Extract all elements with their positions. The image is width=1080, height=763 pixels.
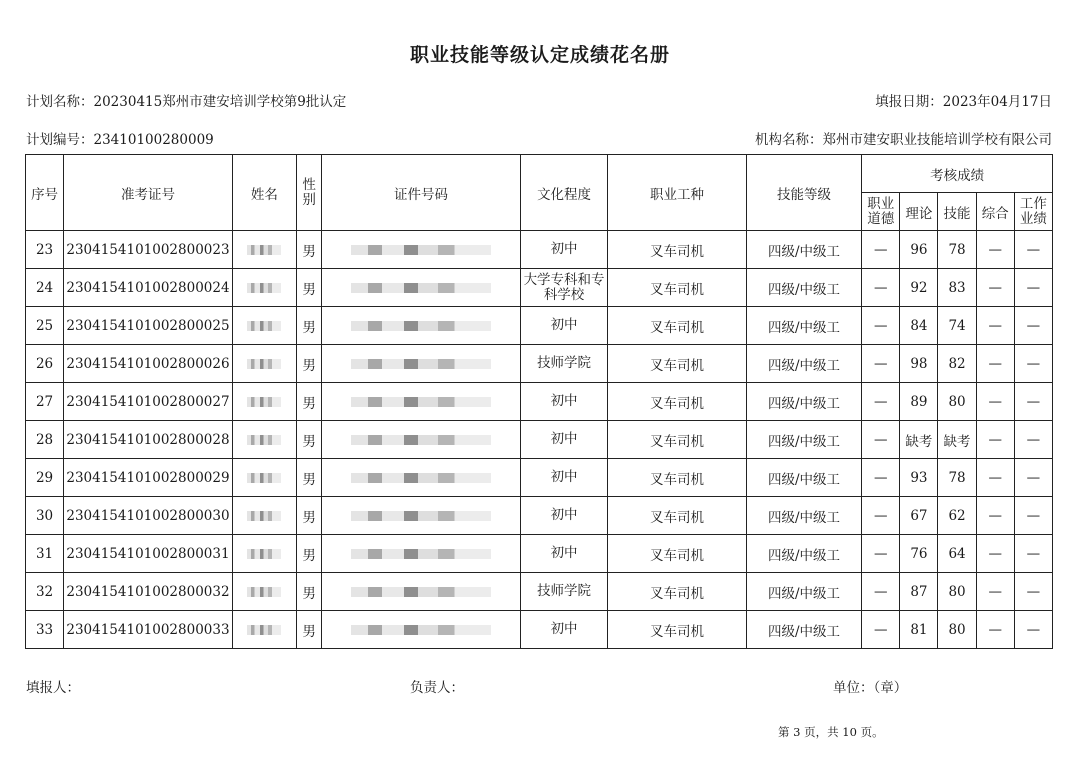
cell-work: — [1014,573,1052,611]
cell-occupation: 叉车司机 [608,231,747,269]
redacted-name [232,307,296,345]
cell-theory: 67 [900,497,938,535]
cell-gender: 男 [297,383,322,421]
cell-occupation: 叉车司机 [608,307,747,345]
redaction-blur [247,587,281,597]
redacted-id-number [322,231,521,269]
redacted-id-number [322,383,521,421]
cell-ethics: — [862,573,900,611]
cell-work: — [1014,497,1052,535]
table-row [26,421,1053,459]
cell-exam-no: 2304154101002800029 [64,459,233,497]
table-row [26,307,1053,345]
cell-education: 初中 [520,497,607,535]
cell-exam-no: 2304154101002800033 [64,611,233,649]
cell-work: — [1014,345,1052,383]
redacted-id-number [322,573,521,611]
cell-exam-no: 2304154101002800028 [64,421,233,459]
redacted-name [232,611,296,649]
redaction-blur [247,625,281,635]
cell-gender: 男 [297,231,322,269]
cell-exam-no: 2304154101002800024 [64,269,233,307]
cell-skill: 80 [938,573,976,611]
cell-theory: 87 [900,573,938,611]
cell-overall: — [976,307,1014,345]
cell-occupation: 叉车司机 [608,535,747,573]
cell-occupation: 叉车司机 [608,497,747,535]
cell-theory: 92 [900,269,938,307]
cell-level: 四级/中级工 [746,535,861,573]
cell-seq: 28 [26,421,64,459]
redaction-blur [247,473,281,483]
header-education: 文化程度 [520,155,607,231]
redaction-blur [351,321,491,331]
cell-level: 四级/中级工 [746,421,861,459]
cell-level: 四级/中级工 [746,383,861,421]
cell-level: 四级/中级工 [746,459,861,497]
cell-work: — [1014,459,1052,497]
plan-name: 计划名称：20230415郑州市建安培训学校第9批认定 [26,94,347,110]
header-overall: 综合 [976,193,1014,231]
cell-overall: — [976,269,1014,307]
cell-exam-no: 2304154101002800025 [64,307,233,345]
redacted-name [232,269,296,307]
cell-skill: 82 [938,345,976,383]
cell-ethics: — [862,307,900,345]
cell-ethics: — [862,611,900,649]
cell-seq: 29 [26,459,64,497]
cell-occupation: 叉车司机 [608,573,747,611]
cell-gender: 男 [297,611,322,649]
cell-seq: 32 [26,573,64,611]
redaction-blur [247,549,281,559]
cell-gender: 男 [297,535,322,573]
redacted-id-number [322,269,521,307]
redaction-blur [351,283,491,293]
table-row [26,231,1053,269]
cell-occupation: 叉车司机 [608,269,747,307]
redaction-blur [351,473,491,483]
cell-skill: 62 [938,497,976,535]
redacted-name [232,573,296,611]
cell-exam-no: 2304154101002800023 [64,231,233,269]
cell-gender: 男 [297,421,322,459]
cell-skill: 80 [938,611,976,649]
organization-name: 机构名称：郑州市建安职业技能培训学校有限公司 [755,132,1052,148]
cell-ethics: — [862,383,900,421]
cell-overall: — [976,459,1014,497]
table-row [26,535,1053,573]
table-row [26,573,1053,611]
redaction-blur [351,359,491,369]
cell-gender: 男 [297,345,322,383]
redaction-blur [247,245,281,255]
redacted-id-number [322,307,521,345]
cell-work: — [1014,535,1052,573]
cell-theory: 96 [900,231,938,269]
cell-skill: 83 [938,269,976,307]
table-row [26,611,1053,649]
redaction-blur [247,283,281,293]
redacted-name [232,421,296,459]
cell-education: 初中 [520,421,607,459]
redacted-id-number [322,497,521,535]
redaction-blur [247,321,281,331]
redacted-name [232,345,296,383]
cell-occupation: 叉车司机 [608,611,747,649]
cell-seq: 26 [26,345,64,383]
table-row [26,383,1053,421]
cell-overall: — [976,611,1014,649]
redacted-id-number [322,345,521,383]
responsible-label: 负责人： [410,680,464,696]
cell-skill: 缺考 [938,421,976,459]
cell-theory: 76 [900,535,938,573]
cell-seq: 31 [26,535,64,573]
cell-occupation: 叉车司机 [608,345,747,383]
cell-work: — [1014,269,1052,307]
header-name: 姓名 [232,155,296,231]
cell-seq: 27 [26,383,64,421]
redaction-blur [247,397,281,407]
cell-theory: 93 [900,459,938,497]
cell-work: — [1014,231,1052,269]
table-row [26,497,1053,535]
header-gender: 性别 [297,155,322,231]
redaction-blur [351,435,491,445]
cell-skill: 78 [938,459,976,497]
cell-overall: — [976,421,1014,459]
cell-ethics: — [862,231,900,269]
redacted-id-number [322,421,521,459]
cell-ethics: — [862,269,900,307]
redaction-blur [351,245,491,255]
cell-education: 初中 [520,231,607,269]
cell-skill: 74 [938,307,976,345]
cell-gender: 男 [297,573,322,611]
header-exam-no: 准考证号 [64,155,233,231]
cell-seq: 25 [26,307,64,345]
cell-work: — [1014,307,1052,345]
cell-level: 四级/中级工 [746,307,861,345]
header-occupation: 职业工种 [608,155,747,231]
cell-education: 大学专科和专科学校 [520,269,607,307]
cell-skill: 64 [938,535,976,573]
cell-exam-no: 2304154101002800031 [64,535,233,573]
cell-level: 四级/中级工 [746,497,861,535]
redacted-name [232,383,296,421]
cell-overall: — [976,231,1014,269]
redacted-name [232,231,296,269]
cell-ethics: — [862,421,900,459]
cell-gender: 男 [297,497,322,535]
cell-work: — [1014,383,1052,421]
cell-exam-no: 2304154101002800026 [64,345,233,383]
redacted-name [232,497,296,535]
cell-education: 初中 [520,459,607,497]
cell-seq: 23 [26,231,64,269]
cell-education: 初中 [520,611,607,649]
cell-occupation: 叉车司机 [608,421,747,459]
table-row [26,459,1053,497]
cell-theory: 81 [900,611,938,649]
cell-seq: 30 [26,497,64,535]
cell-exam-no: 2304154101002800027 [64,383,233,421]
header-work: 工作业绩 [1014,193,1052,231]
cell-skill: 80 [938,383,976,421]
cell-work: — [1014,611,1052,649]
cell-education: 技师学院 [520,345,607,383]
cell-education: 初中 [520,307,607,345]
cell-work: — [1014,421,1052,459]
cell-education: 初中 [520,383,607,421]
cell-ethics: — [862,497,900,535]
header-theory: 理论 [900,193,938,231]
redacted-name [232,535,296,573]
cell-level: 四级/中级工 [746,573,861,611]
cell-education: 技师学院 [520,573,607,611]
cell-overall: — [976,497,1014,535]
cell-gender: 男 [297,459,322,497]
cell-skill: 78 [938,231,976,269]
redaction-blur [247,435,281,445]
table-row [26,345,1053,383]
cell-level: 四级/中级工 [746,345,861,383]
redaction-blur [247,359,281,369]
cell-occupation: 叉车司机 [608,383,747,421]
filler-label: 填报人： [26,680,80,696]
unit-label: 单位：（章） [833,680,908,696]
cell-theory: 89 [900,383,938,421]
page-number: 第 3 页，共 10 页。 [778,725,884,739]
cell-gender: 男 [297,269,322,307]
cell-seq: 24 [26,269,64,307]
cell-occupation: 叉车司机 [608,459,747,497]
redacted-id-number [322,535,521,573]
cell-theory: 98 [900,345,938,383]
plan-number: 计划编号：23410100280009 [26,132,214,148]
cell-overall: — [976,345,1014,383]
header-seq: 序号 [26,155,64,231]
cell-exam-no: 2304154101002800030 [64,497,233,535]
cell-ethics: — [862,459,900,497]
cell-ethics: — [862,535,900,573]
cell-level: 四级/中级工 [746,611,861,649]
header-ethics: 职业道德 [862,193,900,231]
cell-ethics: — [862,345,900,383]
cell-seq: 33 [26,611,64,649]
fill-date: 填报日期：2023年04月17日 [875,94,1052,110]
redaction-blur [351,587,491,597]
page-title: 职业技能等级认定成绩花名册 [409,44,670,66]
redaction-blur [351,625,491,635]
cell-gender: 男 [297,307,322,345]
header-scores: 考核成绩 [862,155,1053,193]
header-id-no: 证件号码 [322,155,521,231]
redacted-name [232,459,296,497]
cell-theory: 缺考 [900,421,938,459]
cell-overall: — [976,383,1014,421]
cell-level: 四级/中级工 [746,231,861,269]
header-level: 技能等级 [746,155,861,231]
score-roster-table [25,154,1053,649]
redacted-id-number [322,611,521,649]
redaction-blur [351,511,491,521]
cell-overall: — [976,573,1014,611]
cell-level: 四级/中级工 [746,269,861,307]
header-skill: 技能 [938,193,976,231]
cell-theory: 84 [900,307,938,345]
table-row [26,269,1053,307]
redaction-blur [247,511,281,521]
cell-overall: — [976,535,1014,573]
cell-education: 初中 [520,535,607,573]
redacted-id-number [322,459,521,497]
cell-exam-no: 2304154101002800032 [64,573,233,611]
redaction-blur [351,549,491,559]
redaction-blur [351,397,491,407]
